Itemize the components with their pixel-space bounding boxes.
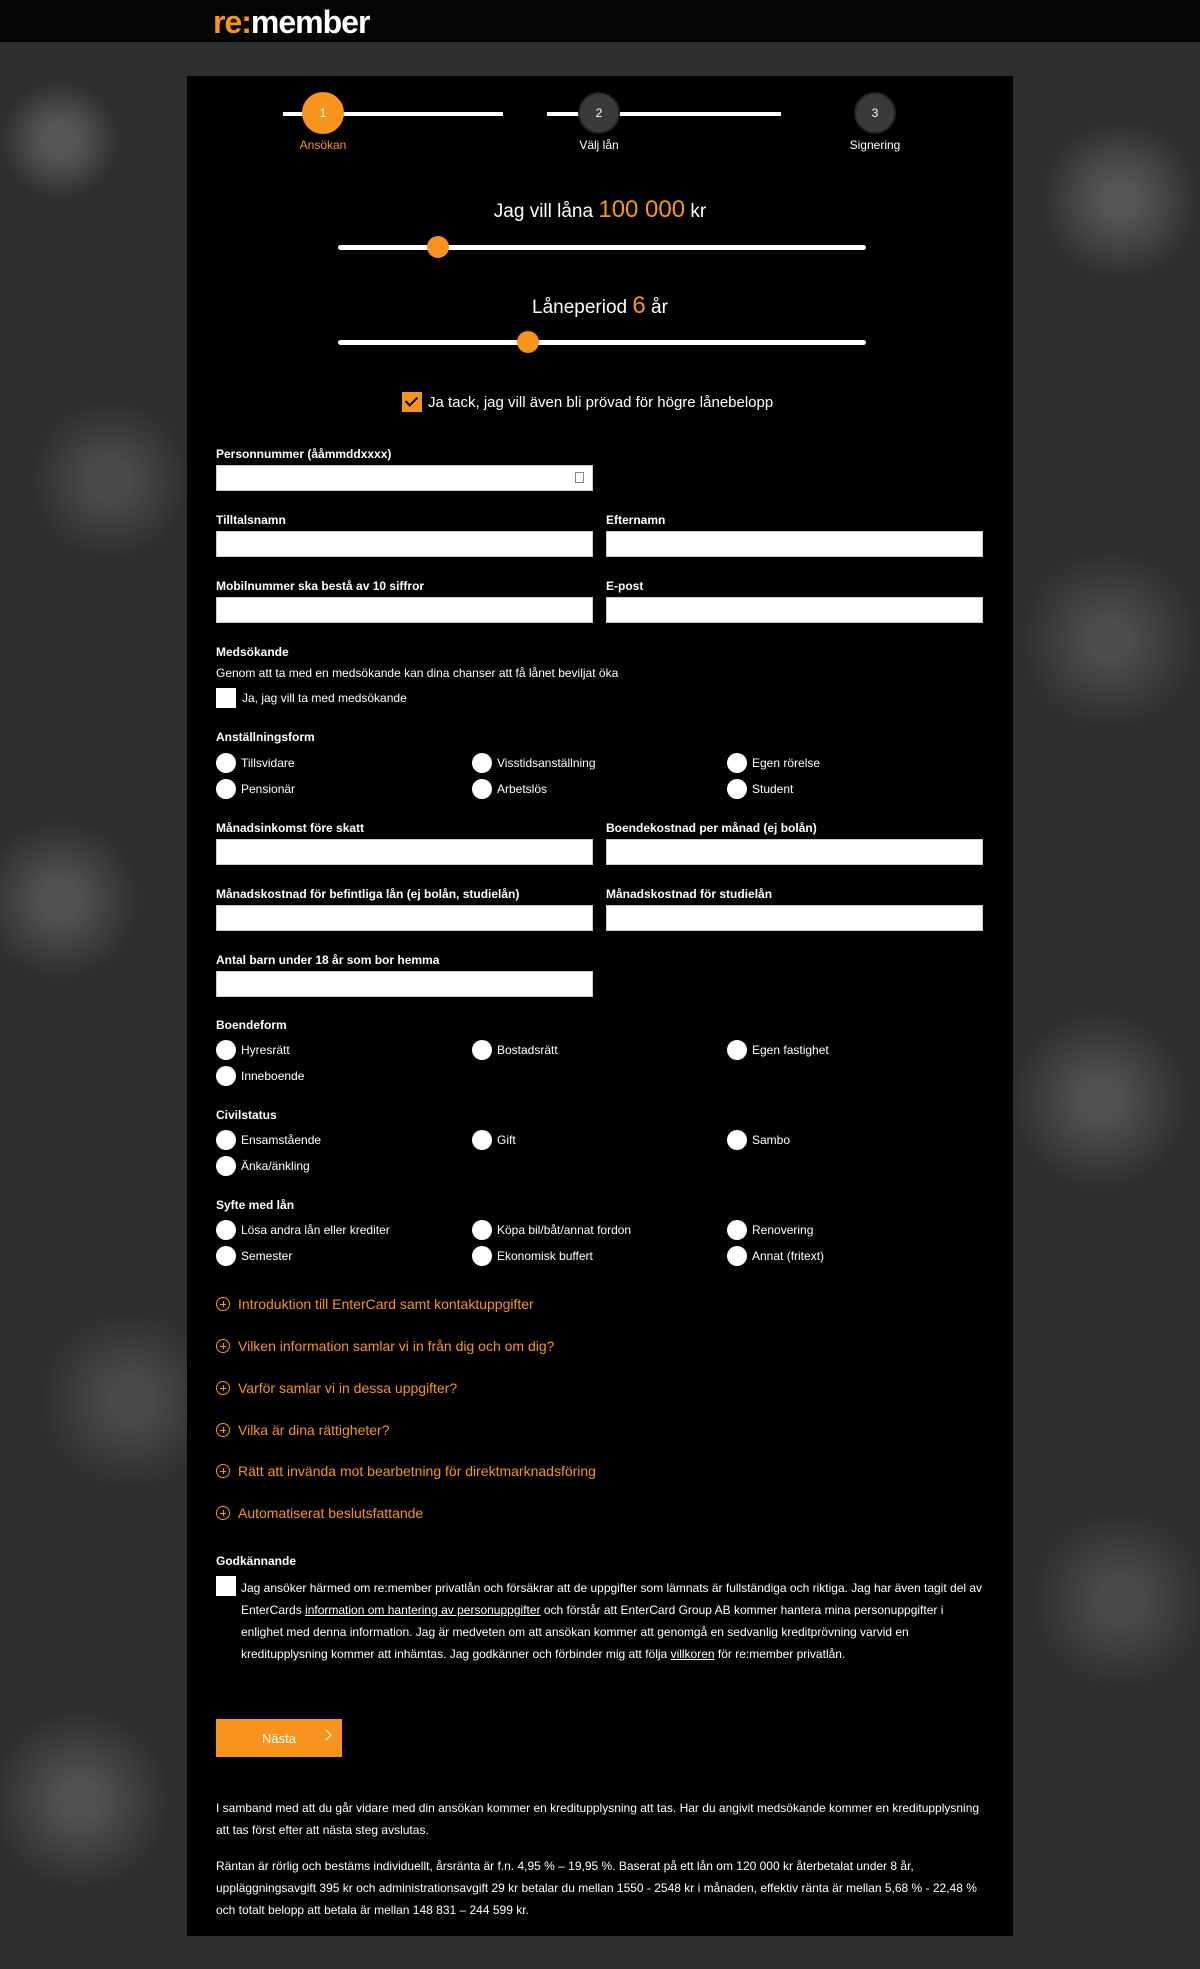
radio-circle[interactable] [472, 1220, 492, 1240]
befintliga-lan-label: Månadskostnad för befintliga lån (ej bolån, studielån) [216, 887, 520, 901]
personnummer-label: Personnummer (ååmmddxxxx) [216, 447, 392, 461]
step-1-label: Ansökan [299, 138, 347, 152]
higher-amount-option[interactable] [402, 392, 773, 412]
loan-period-value: 6 [632, 292, 646, 319]
kreditupplysning-notice: I samband med att du går vidare med din ansökan kommer en kreditupplysning att tas. Har du angivit medsökande kommer en kreditupplysning att tas först efter att nästa steg avslutas. [216, 1801, 980, 1837]
radio-circle[interactable] [216, 1040, 236, 1060]
radio-label: Gift [497, 1133, 516, 1147]
boendekostnad-label: Boendekostnad per månad (ej bolån) [606, 821, 817, 835]
radio-label: Köpa bil/båt/annat fordon [497, 1223, 632, 1237]
radio-egen-fastighet[interactable] [727, 1040, 829, 1060]
anstallning-title: Anställningsform [216, 730, 315, 744]
radio-label: Semester [241, 1249, 293, 1263]
efternamn-label: Efternamn [606, 513, 666, 527]
accordion-label: Varför samlar vi in dessa uppgifter? [238, 1380, 458, 1396]
accordion-label: Automatiserat beslutsfattande [238, 1505, 424, 1521]
radio-semester[interactable] [216, 1246, 292, 1266]
loan-amount-slider[interactable] [338, 245, 866, 250]
radio-buffert[interactable] [472, 1246, 593, 1266]
plus-circle-icon [216, 1297, 230, 1311]
civilstatus-title: Civilstatus [216, 1108, 277, 1122]
radio-kopa-fordon[interactable] [472, 1220, 631, 1240]
radio-visstid[interactable] [472, 753, 596, 773]
radio-label: Inneboende [241, 1069, 305, 1083]
radio-renovering[interactable] [727, 1220, 813, 1240]
higher-amount-label: Ja tack, jag vill även bli prövad för högre lånebelopp [428, 393, 774, 411]
radio-label: Ekonomisk buffert [497, 1249, 593, 1263]
remember-logo[interactable]: re:member [213, 4, 370, 40]
radio-circle[interactable] [216, 753, 236, 773]
loan-period-title: Låneperiod 6 år [532, 292, 668, 319]
next-button[interactable] [216, 1719, 342, 1757]
inkomst-input[interactable] [216, 839, 593, 865]
radio-annat[interactable] [727, 1246, 824, 1266]
radio-label: Visstidsanställning [497, 756, 596, 770]
boendekostnad-input[interactable] [606, 839, 983, 865]
godkannande-title: Godkännande [216, 1554, 297, 1568]
radio-label: Student [752, 782, 794, 796]
plus-circle-icon [216, 1381, 230, 1395]
radio-circle[interactable] [216, 1220, 236, 1240]
radio-label: Hyresrätt [241, 1043, 290, 1057]
radio-student[interactable] [727, 779, 793, 799]
villkoren-link[interactable]: villkoren [670, 1647, 715, 1661]
radio-circle[interactable] [727, 1130, 747, 1150]
radio-label: Arbetslös [497, 782, 548, 796]
accordion-rattigheter[interactable] [216, 1422, 390, 1438]
radio-label: Egen rörelse [752, 756, 821, 770]
efternamn-input[interactable] [606, 531, 983, 557]
epost-input[interactable] [606, 597, 983, 623]
plus-circle-icon [216, 1464, 230, 1478]
radio-tillsvidare[interactable] [216, 753, 295, 773]
radio-circle[interactable] [472, 1040, 492, 1060]
radio-hyresratt[interactable] [216, 1040, 290, 1060]
loan-amount-title: Jag vill låna 100 000 kr [493, 196, 707, 223]
radio-sambo[interactable] [727, 1130, 790, 1150]
radio-losa-lan[interactable] [216, 1220, 390, 1240]
accordion-varfor[interactable] [216, 1380, 457, 1396]
tilltalsnamn-label: Tilltalsnamn [216, 513, 286, 527]
plus-circle-icon [216, 1423, 230, 1437]
radio-ensamstaende[interactable] [216, 1130, 321, 1150]
barn-input[interactable] [216, 971, 593, 997]
step-2-label: Välj lån [579, 138, 619, 152]
loan-amount-slider-handle[interactable] [427, 236, 449, 258]
radio-egen-rorelse[interactable] [727, 753, 820, 773]
barn-label: Antal barn under 18 år som bor hemma [216, 953, 440, 967]
radio-label: Annat (fritext) [752, 1249, 825, 1263]
higher-amount-checkbox[interactable] [402, 392, 422, 412]
medsokande-checkbox[interactable] [216, 688, 236, 708]
radio-bostadsratt[interactable] [472, 1040, 558, 1060]
syfte-title: Syfte med lån [216, 1198, 295, 1212]
radio-label: Egen fastighet [752, 1043, 829, 1057]
radio-circle[interactable] [472, 1130, 492, 1150]
tilltalsnamn-input[interactable] [216, 531, 593, 557]
radio-circle[interactable] [727, 1040, 747, 1060]
radio-label: Bostadsrätt [497, 1043, 558, 1057]
plus-circle-icon [216, 1339, 230, 1353]
step-3-label: Signering [849, 138, 901, 152]
medsokande-title: Medsökande [216, 645, 289, 659]
medsokande-option[interactable] [216, 688, 407, 708]
progress-stepper [187, 76, 1013, 166]
godkannande-checkbox[interactable] [216, 1576, 236, 1596]
accordion-label: Introduktion till EnterCard samt kontaktuppgifter [238, 1296, 534, 1312]
accordion-label: Vilken information samlar vi in från dig och om dig? [238, 1338, 555, 1354]
radio-circle[interactable] [216, 1246, 236, 1266]
accordion-information[interactable] [216, 1338, 554, 1354]
studielan-input[interactable] [606, 905, 983, 931]
top-bar [0, 0, 1200, 42]
radio-circle[interactable] [727, 1246, 747, 1266]
accordion-beslutsfattande[interactable] [216, 1505, 423, 1521]
radio-gift[interactable] [472, 1130, 516, 1150]
step-2-circle: 2 [578, 92, 620, 134]
step-1-circle: 1 [302, 92, 344, 134]
mobil-input[interactable] [216, 597, 593, 623]
radio-pensionar[interactable] [216, 779, 295, 799]
radio-label: Tillsvidare [241, 756, 295, 770]
application-panel [187, 76, 1013, 1936]
interest-rate-notice: Räntan är rörlig och bestäms individuellt, årsränta är f.n. 4,95 % – 19,95 %. Baserat på ett lån om 120 000 kr återbetalat under 8 år, uppläggningsavgift 395 kr och administrationsavgift 29 kr betalar du mellan 1550 - 2548 kr i månaden, effektiv ränta är mellan 5,68 % - 22,48 % och totalt belopp att betala är mellan 148 831 – 244 599 kr. [216, 1859, 977, 1917]
step-3-circle: 3 [854, 92, 896, 134]
radio-circle[interactable] [727, 1220, 747, 1240]
loan-period-slider[interactable] [338, 340, 866, 345]
radio-label: Sambo [752, 1133, 791, 1147]
personnummer-input[interactable] [216, 465, 593, 491]
id-card-icon [575, 472, 584, 483]
radio-circle[interactable] [472, 779, 492, 799]
radio-arbetslos[interactable] [472, 779, 547, 799]
radio-label: Ensamstående [241, 1133, 322, 1147]
befintliga-lan-input[interactable] [216, 905, 593, 931]
personuppgifter-link[interactable]: information om hantering av personuppgifter [305, 1603, 541, 1617]
radio-label: Pensionär [241, 782, 296, 796]
godkannande-text: Jag ansöker härmed om re:member privatlån och försäkrar att de uppgifter som lämnats är fullständiga och riktiga. Jag har även tagit del av EnterCards information om hantering av personuppgifter och förstår att EnterCard Group AB kommer hantera mina personuppgifter i enlighet med denna information. Jag är medveten om att ansökan kommer att genomgå en sedvanlig kreditprövning varvid en kreditupplysning kommer att inhämtas. Jag godkänner och förbinder mig att följa villkoren för re:member privatlån. [241, 1581, 983, 1661]
radio-circle[interactable] [472, 753, 492, 773]
radio-label: Renovering [752, 1223, 814, 1237]
medsokande-description: Genom att ta med en medsökande kan dina chanser att få lånet beviljat öka [216, 666, 619, 680]
next-button-label: Nästa [262, 1730, 296, 1746]
radio-inneboende[interactable] [216, 1066, 304, 1086]
radio-label: Lösa andra lån eller krediter [241, 1223, 390, 1237]
chevron-right-icon [320, 1729, 331, 1740]
accordion-label: Vilka är dina rättigheter? [238, 1422, 390, 1438]
loan-amount-value: 100 000 [598, 196, 686, 223]
radio-circle[interactable] [216, 779, 236, 799]
radio-label: Änka/änkling [241, 1159, 310, 1173]
radio-circle[interactable] [472, 1246, 492, 1266]
radio-circle[interactable] [216, 1066, 236, 1086]
radio-circle[interactable] [216, 1156, 236, 1176]
boendeform-title: Boendeform [216, 1018, 287, 1032]
radio-circle[interactable] [216, 1130, 236, 1150]
loan-period-slider-handle[interactable] [517, 331, 539, 353]
accordion-direktmarknadsforing[interactable] [216, 1463, 596, 1479]
inkomst-label: Månadsinkomst före skatt [216, 821, 365, 835]
plus-circle-icon [216, 1506, 230, 1520]
radio-anka[interactable] [216, 1156, 310, 1176]
medsokande-checkbox-label: Ja, jag vill ta med medsökande [242, 691, 407, 705]
radio-circle[interactable] [727, 779, 747, 799]
accordion-introduktion[interactable] [216, 1296, 534, 1312]
epost-label: E-post [606, 579, 644, 593]
radio-circle[interactable] [727, 753, 747, 773]
accordion-label: Rätt att invända mot bearbetning för direktmarknadsföring [238, 1463, 596, 1479]
studielan-label: Månadskostnad för studielån [606, 887, 773, 901]
mobil-label: Mobilnummer ska bestå av 10 siffror [216, 579, 425, 593]
